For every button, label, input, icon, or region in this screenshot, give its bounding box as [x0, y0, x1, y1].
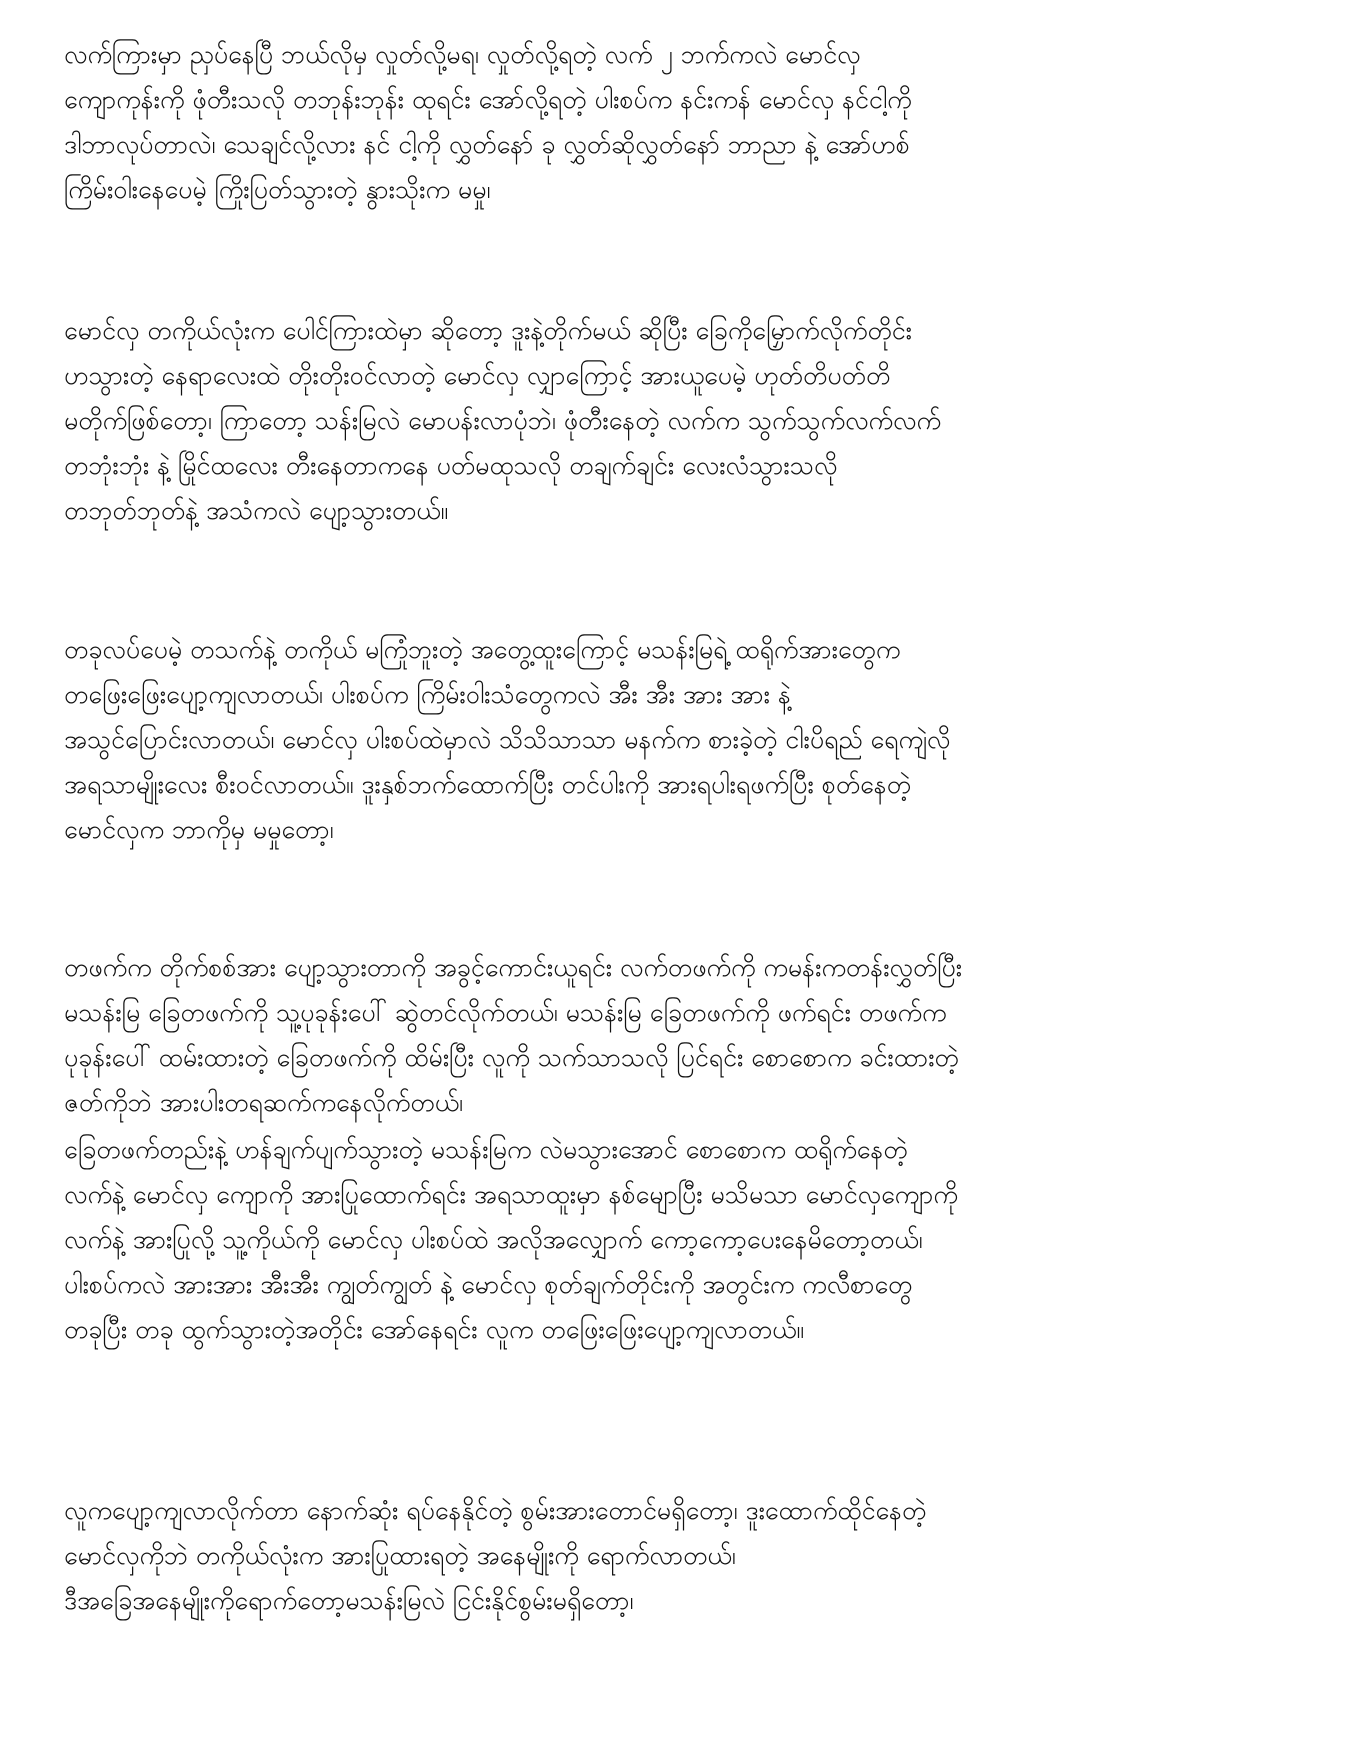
text-line: ဒီအခြေအနေမျိုးကိုရောက်တော့မသန်းမြလဲ ငြင်းနိုင်စွမ်းမရှိတော့၊	[64, 1586, 634, 1615]
text-line: မသန်းမြ ခြေတဖက်ကို သူ့ပုခုန်းပေါ် ဆွဲတင်လိုက်တယ်၊ မသန်းမြ ခြေတဖက်ကို ဖက်ရင်း တဖက်က	[64, 998, 947, 1027]
paragraph-6	[64, 1488, 1289, 1623]
text-line: လက်နဲ့ အားပြုလို့ သူ့ကိုယ်ကို မောင်လှ ပါးစပ်ထဲ အလိုအလျှောက် ကော့ကော့ပေးနေမိတော့တယ်၊	[64, 1225, 923, 1254]
text-line: မောင်လှ တကိုယ်လုံးက ပေါင်ကြားထဲမှာ ဆိုတော့ ဒူးနဲ့တိုက်မယ် ဆိုပြီး ခြေကိုမြှောက်လိုက်တိုင်း	[64, 316, 913, 345]
text-line: တဖြေးဖြေးပျော့ကျလာတယ်၊ ပါးစပ်က ကြိမ်းဝါးသံတွေကလဲ အီး အီး အား အား နဲ့	[64, 680, 791, 709]
text-line: မောင်လှက ဘာကိုမှ မမှုတော့၊	[64, 815, 334, 844]
text-line: ကြိမ်းဝါးနေပေမဲ့ ကြိုးပြတ်သွားတဲ့ နွားသိုးက မမှု၊	[64, 175, 491, 204]
text-line: တဖက်က တိုက်စစ်အား ပျော့သွားတာကို အခွင့်ကောင်းယူရင်း လက်တဖက်ကို ကမန်းကတန်းလွှတ်ပြီး	[64, 953, 963, 982]
text-line: လက်ကြားမှာ ညှပ်နေပြီ ဘယ်လိုမှ လှုတ်လို့မရ၊ လှုတ်လို့ရတဲ့ လက် ၂ ဘက်ကလဲ မောင်လှ	[64, 40, 861, 69]
text-line: ဇတ်ကိုဘဲ အားပါးတရဆက်ကနေလိုက်တယ်၊	[64, 1088, 463, 1117]
text-line: တဘုံးဘုံး နဲ့ မြိုင်ထလေး တီးနေတာကနေ ပတ်မထုသလို တချက်ချင်း လေးလံသွားသလို	[64, 451, 838, 480]
paragraph-1	[64, 32, 1289, 212]
text-line: ပါးစပ်ကလဲ အားအား အီးအီး ကျွတ်ကျွတ် နဲ့ မောင်လှ စုတ်ချက်တိုင်းကို အတွင်းက ကလီစာတွေ	[64, 1270, 913, 1299]
text-line: တခုပြီး တခု ထွက်သွားတဲ့အတိုင်း အော်နေရင်း လူက တဖြေးဖြေးပျော့ကျလာတယ်။	[64, 1315, 804, 1344]
text-line: ကျောကုန်းကို ဖုံတီးသလို တဘုန်းဘုန်း ထုရင်း အော်လို့ရတဲ့ ပါးစပ်က နင်းကန် မောင်လှ နင်ငါ့ကို	[64, 85, 912, 114]
text-line: ဟသွားတဲ့ နေရာလေးထဲ တိုးတိုးဝင်လာတဲ့ မောင်လှ လျှာကြောင့် အားယူပေမဲ့ ဟုတ်တိပတ်တိ	[64, 361, 891, 390]
text-line: လက်နဲ့ မောင်လှ ကျောကို အားပြုထောက်ရင်း အရသာထူးမှာ နစ်မျောပြီး မသိမသာ မောင်လှကျောကို	[64, 1180, 958, 1209]
text-line: တဘုတ်ဘုတ်နဲ့ အသံကလဲ ပျော့သွားတယ်။	[64, 496, 449, 525]
paragraph-3	[64, 627, 1289, 852]
text-line: မောင်လှကိုဘဲ တကိုယ်လုံးက အားပြုထားရတဲ့ အနေမျိုးကို ရောက်လာတယ်၊	[64, 1541, 736, 1570]
text-line: လူကပျော့ကျလာလိုက်တာ နောက်ဆုံး ရပ်နေနိုင်တဲ့ စွမ်းအားတောင်မရှိတော့၊ ဒူးထောက်ထိုင်နေတဲ့	[64, 1496, 927, 1525]
paragraph-5	[64, 1127, 1289, 1352]
paragraph-2	[64, 308, 1289, 533]
text-line: အရသာမျိုးလေး စီးဝင်လာတယ်။ ဒူးနှစ်ဘက်ထောက်ပြီး တင်ပါးကို အားရပါးရဖက်ပြီး စုတ်နေတဲ့	[64, 770, 912, 799]
text-line: တခုလပ်ပေမဲ့ တသက်နဲ့ တကိုယ် မကြုံဘူးတဲ့ အတွေ့ထူးကြောင့် မသန်းမြရဲ့ ထရိုက်အားတွေက	[64, 635, 901, 664]
paragraph-4	[64, 945, 1289, 1125]
text-line: ခြေတဖက်တည်းနဲ့ ဟန်ချက်ပျက်သွားတဲ့ မသန်းမြက လဲမသွားအောင် စောစောက ထရိုက်နေတဲ့	[64, 1135, 908, 1164]
text-line: မတိုက်ဖြစ်တော့၊ ကြာတော့ သန်းမြလဲ မောပန်းလာပုံဘဲ၊ ဖုံတီးနေတဲ့ လက်က သွက်သွက်လက်လက်	[64, 406, 941, 435]
text-line: အသွင်ပြောင်းလာတယ်၊ မောင်လှ ပါးစပ်ထဲမှာလဲ သိသိသာသာ မနက်က စားခဲ့တဲ့ ငါးပိရည် ရေကျဲလို	[64, 725, 951, 754]
text-line: ဒါဘာလုပ်တာလဲ၊ သေချင်လို့လား နင် ငါ့ကို လွှတ်နော် ခု လွှတ်ဆိုလွှတ်နော် ဘာညာ နဲ့ အော်ဟစ်	[64, 130, 910, 159]
text-line: ပုခုန်းပေါ် ထမ်းထားတဲ့ ခြေတဖက်ကို ထိမ်းပြီး လူကို သက်သာသလို ပြင်ရင်း စောစောက ခင်းထားတဲ့	[64, 1043, 959, 1072]
